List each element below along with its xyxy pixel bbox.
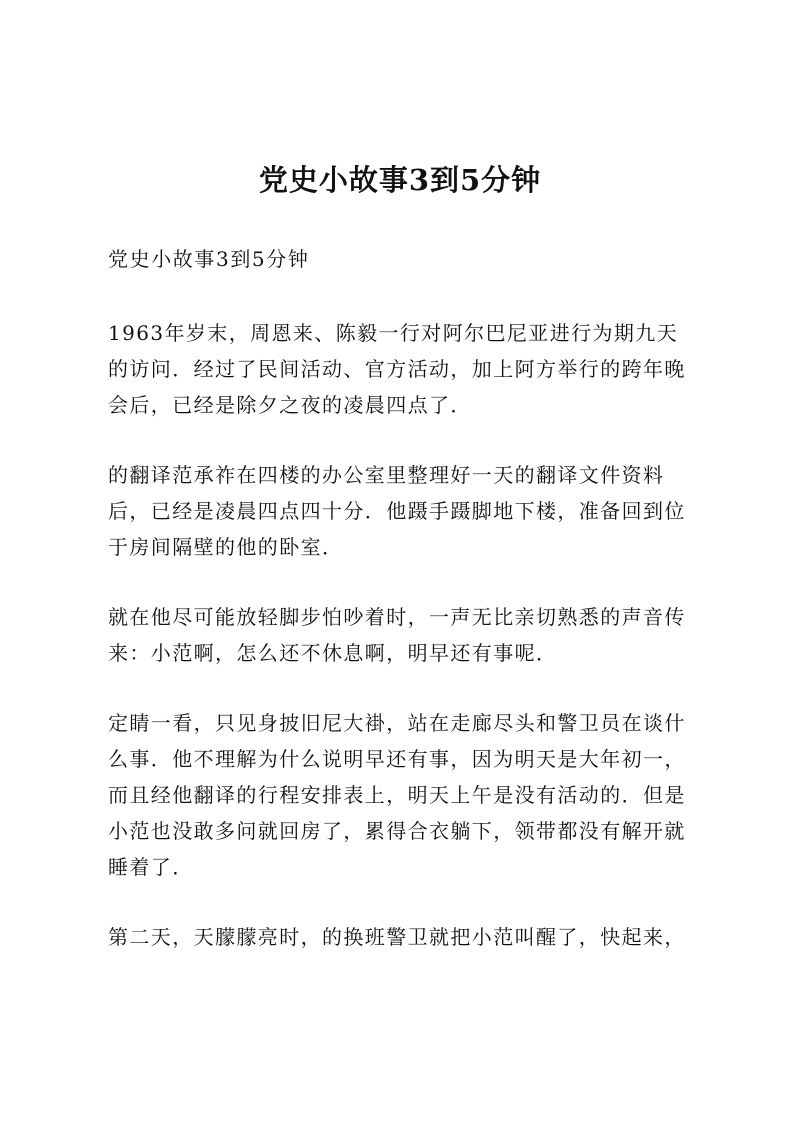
paragraph-2: 的翻译范承祚在四楼的办公室里整理好一天的翻译文件资料后，已经是凌晨四点四十分．他蹑手蹑脚地下楼，准备回到位于房间隔壁的他的卧室． — [108, 463, 686, 559]
page-title: 党史小故事3到5分钟 — [258, 163, 542, 197]
paragraph-4: 定睛一看，只见身披旧尼大褂，站在走廊尽头和警卫员在谈什么事．他不理解为什么说明早还有事，因为明天是大年初一，而且经他翻译的行程安排表上，明天上午是没有活动的．但是小范也没敢多问就回房了，累得合衣躺下，领带都没有解开就睡着了． — [108, 711, 686, 879]
document-body — [108, 243, 698, 989]
paragraph-5: 第二天，天朦朦亮时，的换班警卫就把小范叫醒了，快起来， — [108, 925, 686, 949]
paragraph-1: 1963年岁末，周恩来、陈毅一行对阿尔巴尼亚进行为期九天的访问．经过了民间活动、官方活动，加上阿方举行的跨年晚会后，已经是除夕之夜的凌晨四点了． — [108, 321, 686, 417]
subtitle: 党史小故事3到5分钟 — [108, 247, 310, 271]
paragraph-3: 就在他尽可能放轻脚步怕吵着时，一声无比亲切熟悉的声音传来：小范啊，怎么还不休息啊，明早还有事呢． — [108, 605, 686, 665]
